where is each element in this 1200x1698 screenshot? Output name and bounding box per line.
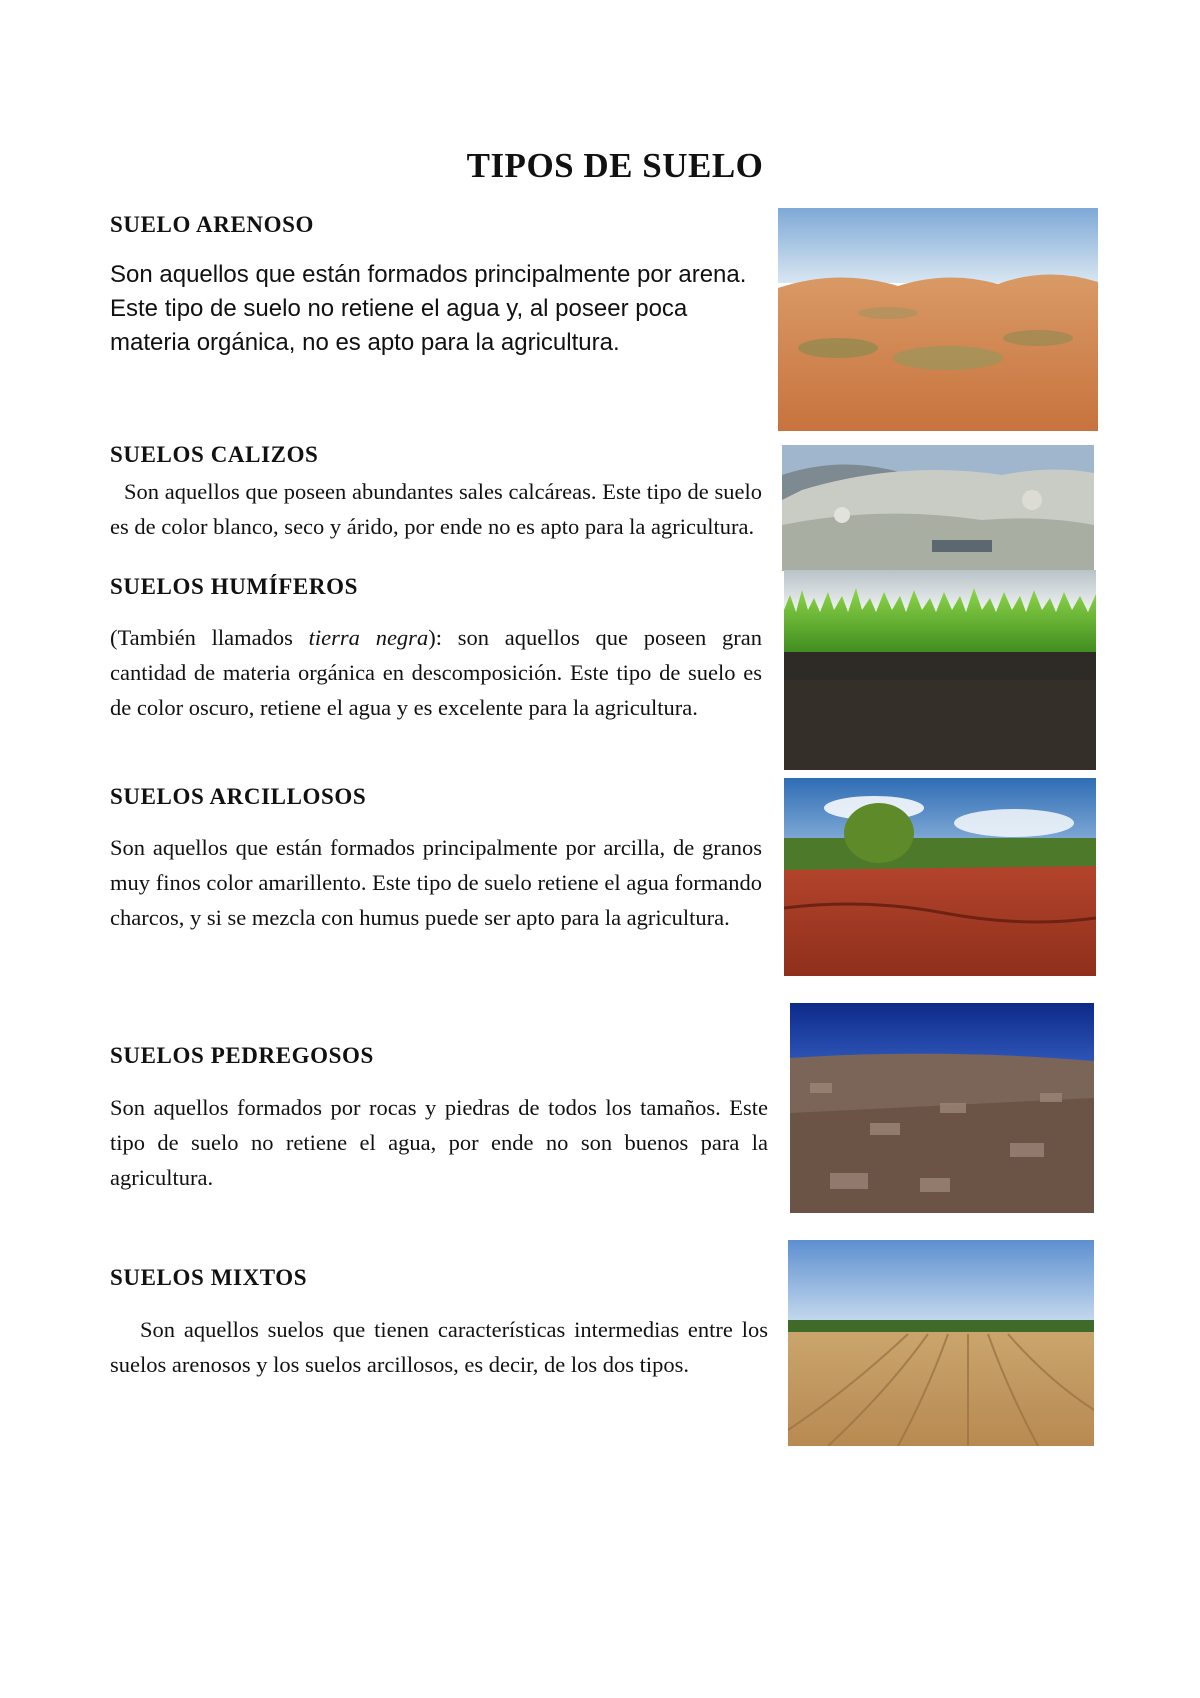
clay-soil-photo [784,778,1096,976]
text-suelo-arenoso: Son aquellos que están formados principalmente por arena. Este tipo de suelo no retiene el agua y, al poseer poca materia orgánica, no es apto para la agricultura. [110,261,747,356]
text-humiferos-italic: tierra negra [308,625,429,650]
page-title: TIPOS DE SUELO [466,146,764,185]
text-suelos-calizos: Son aquellos que poseen abundantes sales calcáreas. Este tipo de suelo es de color blanco, seco y árido, por ende no es apto para la agricultura. [110,479,762,539]
mixed-soil-photo [788,1240,1094,1446]
text-humiferos-part1: (También llamados [110,625,309,650]
sandy-soil-photo [778,208,1098,431]
text-suelos-mixtos: Son aquellos suelos que tienen características intermedias entre los suelos arenosos y los suelos arcillosos, es decir, de los dos tipos. [110,1317,768,1377]
heading-suelos-mixtos: SUELOS MIXTOS [110,1265,308,1290]
heading-suelos-humiferos: SUELOS HUMÍFEROS [110,574,358,599]
heading-suelos-calizos: SUELOS CALIZOS [110,442,319,467]
text-suelos-pedregosos: Son aquellos formados por rocas y piedras de todos los tamaños. Este tipo de suelo no retiene el agua, por ende no son buenos para la agricultura. [110,1095,768,1190]
heading-suelos-arcillosos: SUELOS ARCILLOSOS [110,784,367,809]
stony-soil-photo [790,1003,1094,1213]
text-suelos-arcillosos: Son aquellos que están formados principalmente por arcilla, de granos muy finos color amarillento. Este tipo de suelo retiene el agua formando charcos, y si se mezcla con humus puede ser apto para la agricultura. [110,835,762,930]
limestone-soil-photo [782,445,1094,571]
heading-suelo-arenoso: SUELO ARENOSO [110,212,314,237]
text-humiferos-part2: ): son aquellos que poseen gran cantidad de materia orgánica en descomposición. Este tipo de suelo es de color oscuro, retiene el agua y es excelente para la agricultura. [110,625,762,720]
humus-soil-photo [784,570,1096,770]
text-suelos-humiferos [110,620,762,725]
heading-suelos-pedregosos: SUELOS PEDREGOSOS [110,1043,374,1068]
